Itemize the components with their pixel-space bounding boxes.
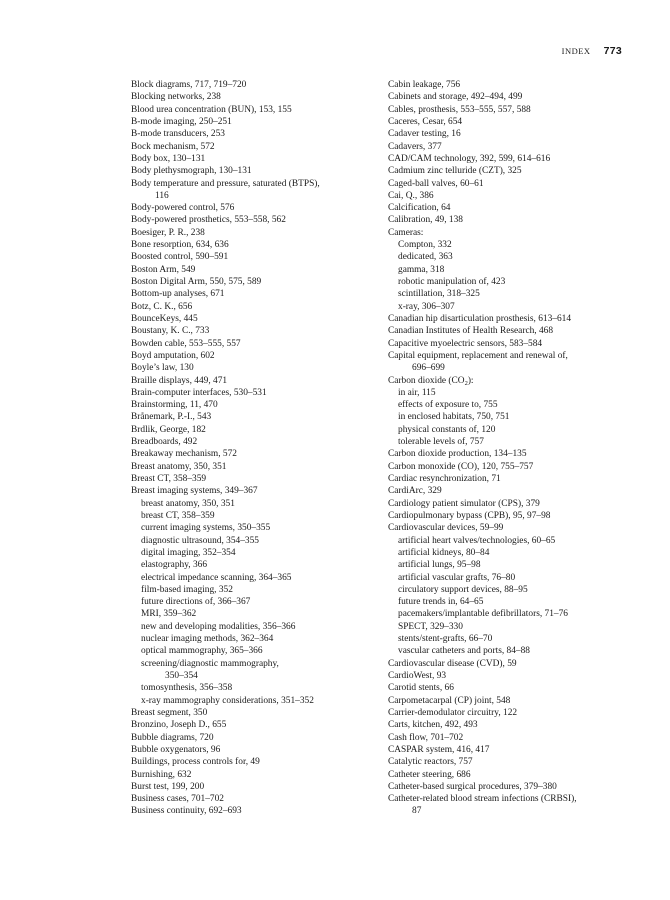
index-entry: Canadian hip disarticulation prosthesis, 613–614 (388, 313, 572, 324)
index-entry: Carpometacarpal (CP) joint, 548 (388, 695, 511, 706)
index-subentry: MRI, 359–362 (141, 609, 197, 620)
index-entry: Caged-ball valves, 60–61 (388, 178, 484, 189)
index-subentry: vascular catheters and ports, 84–88 (398, 646, 530, 657)
index-entry: Cai, Q., 386 (388, 190, 434, 201)
index-entry: Boustany, K. C., 733 (131, 326, 210, 337)
index-column-right (388, 79, 638, 818)
index-entry: Body plethysmograph, 130–131 (131, 166, 252, 177)
index-subentry: artificial heart valves/technologies, 60–65 (398, 535, 556, 546)
index-entry: Calcification, 64 (388, 203, 451, 214)
index-subentry: diagnostic ultrasound, 354–355 (141, 535, 259, 546)
index-subentry: in air, 115 (398, 387, 436, 398)
index-entry: Carotid stents, 66 (388, 683, 454, 694)
index-entry: Carts, kitchen, 492, 493 (388, 720, 478, 731)
index-subentry: stents/stent-grafts, 66–70 (398, 634, 493, 645)
index-subentry: robotic manipulation of, 423 (398, 277, 506, 287)
index-entry: Bronzino, Joseph D., 655 (131, 720, 227, 731)
index-entry: Bone resorption, 634, 636 (131, 240, 229, 251)
index-subentry: dedicated, 363 (398, 252, 453, 263)
index-subentry: scintillation, 318–325 (398, 289, 480, 300)
index-entry: CardiArc, 329 (388, 486, 442, 497)
index-entry: Cardiac resynchronization, 71 (388, 474, 501, 484)
index-entry: Brånemark, P.-I., 543 (131, 412, 212, 423)
index-entry: CardioWest, 93 (388, 671, 447, 681)
index-entry: Breast imaging systems, 349–367 (131, 486, 258, 497)
index-subentry: elastography, 366 (141, 560, 208, 571)
index-entry: Botz, C. K., 656 (131, 301, 193, 312)
index-entry: Boyd amputation, 602 (131, 350, 215, 361)
index-subentry: breast CT, 358–359 (141, 510, 215, 521)
index-entry: B-mode imaging, 250–251 (131, 116, 232, 127)
index-subentry: new and developing modalities, 356–366 (141, 621, 296, 632)
running-head: INDEX (561, 46, 591, 56)
index-subentry: tolerable levels of, 757 (398, 437, 484, 448)
index-subentry: x-ray, 306–307 (398, 301, 455, 312)
index-entry: Capital equipment, replacement and renewal of, (388, 350, 568, 361)
index-entry: Block diagrams, 717, 719–720 (131, 80, 247, 90)
index-subentry: screening/diagnostic mammography, (141, 658, 279, 669)
index-subentry: optical mammography, 365–366 (141, 646, 263, 657)
index-entry: Cabin leakage, 756 (388, 80, 461, 90)
index-entry: Cameras: (388, 227, 424, 238)
index-entry: Cadaver testing, 16 (388, 129, 461, 140)
index-entry: Body-powered control, 576 (131, 203, 235, 214)
index-entry-continuation: 87 (412, 806, 422, 817)
index-entry: Burnishing, 632 (131, 769, 192, 780)
index-entry: CAD/CAM technology, 392, 599, 614–616 (388, 153, 551, 164)
index-subentry: effects of exposure to, 755 (398, 400, 498, 411)
index-entry: Boesiger, P. R., 238 (131, 227, 205, 238)
index-entry: CASPAR system, 416, 417 (388, 744, 490, 755)
index-subentry: future directions of, 366–367 (141, 597, 251, 608)
index-entry: Brain-computer interfaces, 530–531 (131, 387, 267, 398)
index-entry: Business cases, 701–702 (131, 794, 224, 805)
index-subentry: electrical impedance scanning, 364–365 (141, 572, 292, 583)
index-subentry: tomosynthesis, 356–358 (141, 683, 233, 694)
index-entry: B-mode transducers, 253 (131, 129, 225, 140)
index-entry: Burst test, 199, 200 (131, 781, 205, 792)
index-entry: Cadmium zinc telluride (CZT), 325 (388, 166, 522, 177)
index-entry: Boyle’s law, 130 (131, 363, 194, 374)
index-subentry: circulatory support devices, 88–95 (398, 584, 528, 595)
index-subentry: breast anatomy, 350, 351 (141, 498, 235, 509)
index-entry: Carrier-demodulator circuitry, 122 (388, 707, 518, 718)
index-entry: Caceres, Cesar, 654 (388, 116, 463, 127)
index-entry: Bock mechanism, 572 (131, 141, 215, 152)
index-entry: Cardiovascular devices, 59–99 (388, 523, 504, 534)
index-entry: Catheter-based surgical procedures, 379–380 (388, 781, 557, 792)
index-entry: Catheter steering, 686 (388, 769, 471, 780)
index-entry: Calibration, 49, 138 (388, 215, 463, 226)
index-subentry: artificial vascular grafts, 76–80 (398, 572, 516, 583)
index-entry: Cash flow, 701–702 (388, 732, 464, 743)
index-subentry-continuation: 350–354 (165, 671, 198, 681)
index-entry: Carbon dioxide $(CO_2)$: (388, 375, 474, 387)
page-number: 773 (603, 45, 622, 57)
index-entry: Breast CT, 358–359 (131, 474, 207, 484)
index-subentry: nuclear imaging methods, 362–364 (141, 634, 274, 645)
index-entry: Catheter-related blood stream infections (CRBSI), (388, 794, 577, 805)
index-subentry: physical constants of, 120 (398, 424, 496, 435)
index-entry: Braille displays, 449, 471 (131, 375, 228, 386)
index-subentry: Compton, 332 (398, 240, 452, 251)
index-entry: Body box, 130–131 (131, 153, 206, 164)
index-entry: BounceKeys, 445 (131, 313, 198, 324)
index-entry: Cables, prosthesis, 553–555, 557, 588 (388, 104, 531, 115)
index-entry-continuation: 116 (155, 190, 169, 201)
index-subentry: film-based imaging, 352 (141, 584, 233, 595)
index-entry: Buildings, process controls for, 49 (131, 757, 260, 768)
index-entry: Breadboards, 492 (131, 437, 198, 448)
index-entry-continuation: 696–699 (412, 363, 445, 374)
index-entry: Capacitive myoelectric sensors, 583–584 (388, 338, 543, 349)
running-header (562, 45, 622, 57)
index-entry: Business continuity, 692–693 (131, 806, 242, 817)
index-entry: Body temperature and pressure, saturated (BTPS), (131, 178, 320, 189)
index-entry: Boston Arm, 549 (131, 264, 196, 275)
index-entry: Canadian Institutes of Health Research, 468 (388, 326, 554, 337)
index-entry: Cabinets and storage, 492–494, 499 (388, 92, 523, 103)
index-entry: Breast segment, 350 (131, 707, 208, 718)
index-subentry: pacemakers/implantable defibrillators, 71–76 (398, 609, 568, 620)
index-entry: Carbon dioxide production, 134–135 (388, 449, 527, 460)
index-entry: Blocking networks, 238 (131, 92, 221, 103)
index-subentry: x-ray mammography considerations, 351–352 (141, 695, 314, 706)
index-entry: Bubble diagrams, 720 (131, 732, 214, 743)
index-entry: Cardiology patient simulator (CPS), 379 (388, 498, 540, 509)
index-entry: Cardiopulmonary bypass (CPB), 95, 97–98 (388, 510, 551, 521)
index-subentry: digital imaging, 352–354 (141, 547, 236, 558)
index-entry: Bottom-up analyses, 671 (131, 289, 225, 300)
index-entry: Brdlik, George, 182 (131, 424, 206, 435)
index-subentry: current imaging systems, 350–355 (141, 523, 271, 534)
index-entry: Carbon monoxide (CO), 120, 755–757 (388, 461, 534, 472)
index-subentry: in enclosed habitats, 750, 751 (398, 412, 510, 423)
index-entry: Body-powered prosthetics, 553–558, 562 (131, 215, 286, 226)
index-entry: Cadavers, 377 (388, 141, 442, 152)
index-column-left (131, 79, 376, 818)
index-entry: Blood urea concentration (BUN), 153, 155 (131, 104, 292, 115)
index-entry: Breast anatomy, 350, 351 (131, 461, 227, 472)
index-subentry: gamma, 318 (398, 264, 445, 275)
index-entry: Brainstorming, 11, 470 (131, 400, 218, 411)
index-entry: Bubble oxygenators, 96 (131, 744, 221, 755)
index-entry: Boosted control, 590–591 (131, 252, 229, 263)
index-subentry: SPECT, 329–330 (398, 621, 463, 632)
index-entry: Boston Digital Arm, 550, 575, 589 (131, 277, 262, 287)
index-entry: Cardiovascular disease (CVD), 59 (388, 658, 517, 669)
index-entry: Bowden cable, 553–555, 557 (131, 338, 241, 349)
index-subentry: artificial lungs, 95–98 (398, 560, 481, 571)
index-entry: Catalytic reactors, 757 (388, 757, 473, 768)
index-subentry: future trends in, 64–65 (398, 597, 484, 608)
index-subentry: artificial kidneys, 80–84 (398, 547, 490, 558)
index-entry: Breakaway mechanism, 572 (131, 449, 237, 460)
